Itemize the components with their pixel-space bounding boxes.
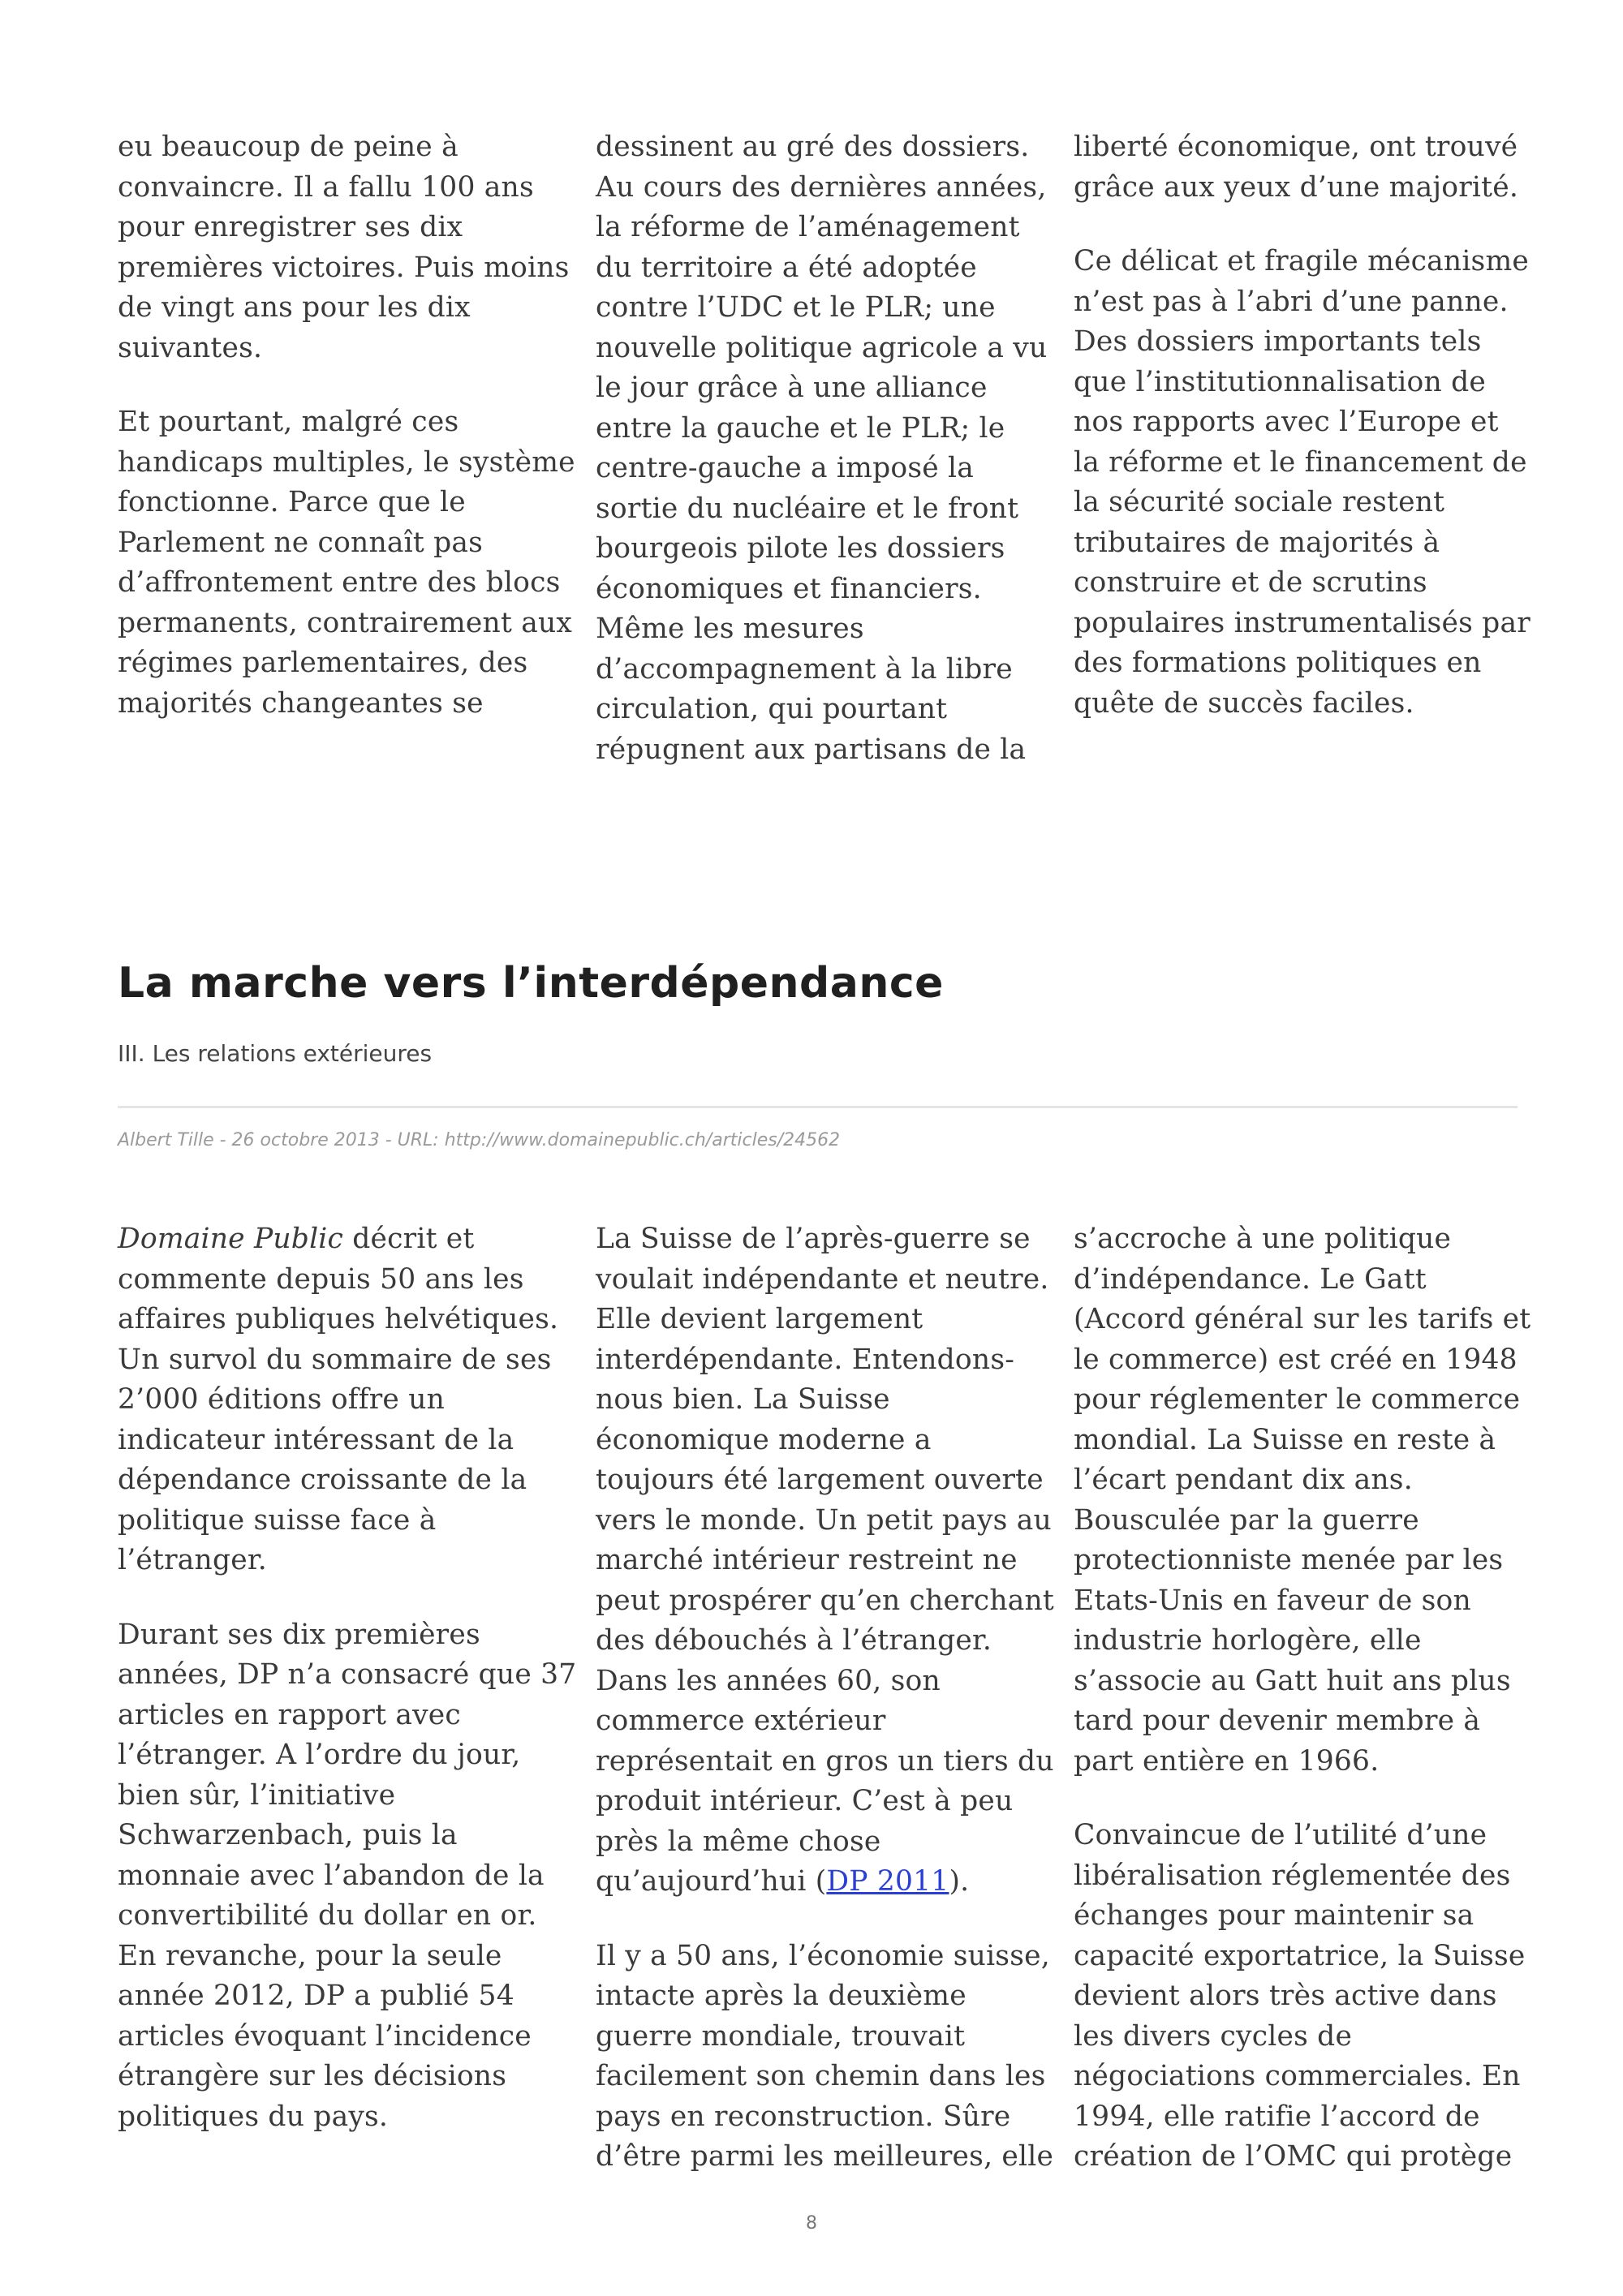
- text-line: dessinent au gré des dossiers.: [596, 131, 1030, 163]
- text-line: l’étranger. A l’ordre du jour,: [118, 1739, 521, 1771]
- text-line: Ce délicat et fragile mécanisme: [1074, 245, 1529, 277]
- text-line: de vingt ans pour les dix: [118, 291, 471, 324]
- text-line: des débouchés à l’étranger.: [596, 1624, 992, 1657]
- text-line: d’affrontement entre des blocs: [118, 566, 561, 599]
- text-line: Elle devient largement: [596, 1303, 923, 1335]
- text-line: l’étranger.: [118, 1544, 267, 1576]
- prev-article-column-3: [1074, 127, 1530, 724]
- text-line: vers le monde. Un petit pays au: [596, 1503, 1052, 1537]
- text-line: Etats-Unis en faveur de son: [1074, 1584, 1471, 1617]
- text-line: Il y a 50 ans, l’économie suisse,: [596, 1939, 1050, 1972]
- text-line: liberté économique, ont trouvé: [1074, 131, 1518, 163]
- text-line: convertibilité du dollar en or.: [118, 1899, 537, 1932]
- prev-col3-paragraph-2: [1074, 242, 1530, 724]
- text-line: tributaires de majorités à: [1074, 526, 1440, 559]
- text-line: Un survol du sommaire de ses: [118, 1343, 552, 1376]
- text-line: Même les mesures: [596, 613, 864, 645]
- col2-p1-last-line: [596, 1862, 1042, 1903]
- text-line: mondial. La Suisse en reste à: [1074, 1423, 1496, 1456]
- text-line: Parlement ne connaît pas: [118, 526, 484, 559]
- prev-col2-paragraph-1: [596, 127, 1048, 770]
- text-line: des formations politiques en: [1074, 647, 1482, 679]
- article-title: La marche vers l’interdépendance: [118, 959, 944, 1008]
- page-number: 8: [806, 2213, 817, 2234]
- text-line: le jour grâce à une alliance: [596, 372, 988, 404]
- text-line: majorités changeantes se: [118, 686, 484, 720]
- text-line: libéralisation réglementée des: [1074, 1859, 1511, 1892]
- text-line: la réforme de l’aménagement: [596, 211, 1020, 243]
- text-line: échanges pour maintenir sa: [1074, 1899, 1474, 1932]
- col2-p1-lines: [596, 1219, 1054, 1862]
- text-line: articles en rapport avec: [118, 1698, 461, 1731]
- text-line: convaincre. Il a fallu 100 ans: [118, 170, 534, 204]
- text-line: contre l’UDC et le PLR; une: [596, 291, 996, 324]
- text-line: produit intérieur. C’est à peu: [596, 1785, 1014, 1817]
- text-line: nous bien. La Suisse: [596, 1383, 890, 1416]
- text-line: fonctionne. Parce que le: [118, 486, 466, 518]
- text-line: interdépendante. Entendons-: [596, 1343, 1015, 1376]
- text-line: économique moderne a: [596, 1423, 932, 1456]
- text-line: La Suisse de l’après-guerre se: [596, 1223, 1031, 1255]
- text-line: 1994, elle ratifie l’accord de: [1074, 2100, 1480, 2133]
- col1-p1-rest: [118, 1260, 564, 1581]
- text-line: marché intérieur restreint ne: [596, 1544, 1018, 1576]
- text-line: eu beaucoup de peine à: [118, 131, 458, 163]
- header-divider: [118, 1106, 1518, 1108]
- text-line: indicateur intéressant de la: [118, 1423, 514, 1456]
- text-line: (Accord général sur les tarifs et: [1074, 1303, 1531, 1335]
- text-line: Durant ses dix premières: [118, 1618, 480, 1651]
- text-line: suivantes.: [118, 331, 263, 364]
- text-line: tard pour devenir membre à: [1074, 1705, 1481, 1737]
- text-line: Au cours des dernières années,: [596, 170, 1047, 204]
- text-line: n’est pas à l’abri d’une panne.: [1074, 285, 1509, 318]
- col2-paragraph-2: [596, 1937, 1054, 2178]
- text-line: nouvelle politique agricole a vu: [596, 331, 1048, 364]
- text-line: handicaps multiples, le système: [118, 445, 575, 479]
- text-line: pays en reconstruction. Sûre: [596, 2100, 1011, 2133]
- first-line-rest: décrit et: [343, 1223, 475, 1255]
- col1-first-line: [118, 1219, 564, 1260]
- text-line: bourgeois pilote les dossiers: [596, 532, 1005, 565]
- text-line: s’accroche à une politique: [1074, 1223, 1452, 1255]
- col1-paragraph-2: [118, 1615, 577, 2138]
- text-line: pour enregistrer ses dix: [118, 211, 463, 243]
- prev-article-column-1: [118, 127, 575, 724]
- text-line: affaires publiques helvétiques.: [118, 1303, 559, 1335]
- prev-col1-paragraph-2: [118, 402, 575, 724]
- text-line: monnaie avec l’abandon de la: [118, 1859, 545, 1892]
- text-line: devient alors très active dans: [1074, 1980, 1497, 2012]
- text-line: nos rapports avec l’Europe et: [1074, 406, 1499, 438]
- text-line: intacte après la deuxième: [596, 1980, 966, 2012]
- text-line: régimes parlementaires, des: [118, 647, 528, 679]
- text-line: guerre mondiale, trouvait: [596, 2019, 966, 2053]
- text-line: toujours été largement ouverte: [596, 1464, 1044, 1496]
- text-line: entre la gauche et le PLR; le: [596, 411, 1005, 445]
- text-line: politiques du pays.: [118, 2100, 389, 2133]
- text-line: du territoire a été adoptée: [596, 251, 977, 284]
- text-line: quête de succès faciles.: [1074, 686, 1414, 720]
- text-line: l’écart pendant dix ans.: [1074, 1464, 1413, 1496]
- article-byline: Albert Tille - 26 octobre 2013 - URL: http://www.domainepublic.ch/articles/24562: [118, 1130, 841, 1150]
- text-line: négociations commerciales. En: [1074, 2060, 1521, 2092]
- text-line: voulait indépendante et neutre.: [596, 1262, 1049, 1296]
- text-line: protectionniste menée par les: [1074, 1544, 1504, 1576]
- text-line: les divers cycles de: [1074, 2019, 1353, 2053]
- text-line: part entière en 1966.: [1074, 1744, 1380, 1778]
- text-line: politique suisse face à: [118, 1503, 437, 1537]
- text-line: Bousculée par la guerre: [1074, 1503, 1419, 1537]
- text-line: industrie horlogère, elle: [1074, 1624, 1422, 1657]
- text-line: Des dossiers importants tels: [1074, 325, 1482, 358]
- text-line: années, DP n’a consacré que 37: [118, 1658, 577, 1691]
- text-line: En revanche, pour la seule: [118, 1939, 502, 1972]
- article-column-1: [118, 1219, 577, 2137]
- text-line: répugnent aux partisans de la: [596, 733, 1027, 766]
- text-line: Convaincue de l’utilité d’une: [1074, 1819, 1487, 1851]
- text-line: articles évoquant l’incidence: [118, 2019, 532, 2053]
- text-line: sortie du nucléaire et le front: [596, 492, 1019, 525]
- text-line: commerce extérieur: [596, 1705, 886, 1737]
- text-line: dépendance croissante de la: [118, 1464, 527, 1496]
- article-column-2: [596, 1219, 1054, 2178]
- text-line: le commerce) est créé en 1948: [1074, 1343, 1518, 1376]
- text-line: Dans les années 60, son: [596, 1664, 941, 1697]
- text-line: grâce aux yeux d’une majorité.: [1074, 170, 1519, 204]
- dp-2011-link[interactable]: DP 2011: [826, 1865, 949, 1898]
- text-line: bien sûr, l’initiative: [118, 1778, 396, 1812]
- text-line: 2’000 éditions offre un: [118, 1383, 446, 1416]
- prev-col3-paragraph-1: [1074, 127, 1520, 208]
- text-line: peut prospérer qu’en cherchant: [596, 1584, 1054, 1617]
- text-line: pour réglementer le commerce: [1074, 1383, 1521, 1416]
- col2-p1-last-pre: qu’aujourd’hui (: [596, 1865, 827, 1898]
- text-line: Et pourtant, malgré ces: [118, 406, 459, 438]
- prev-col1-paragraph-1: [118, 127, 570, 368]
- article-column-3: [1074, 1219, 1531, 2178]
- text-line: la réforme et le financement de: [1074, 445, 1527, 479]
- text-line: représentait en gros un tiers du: [596, 1744, 1054, 1778]
- text-line: commente depuis 50 ans les: [118, 1262, 524, 1296]
- text-line: centre-gauche a imposé la: [596, 452, 975, 484]
- text-line: permanents, contrairement aux: [118, 606, 573, 639]
- text-line: que l’institutionnalisation de: [1074, 365, 1487, 398]
- text-line: d’accompagnement à la libre: [596, 652, 1013, 686]
- text-line: d’être parmi les meilleures, elle: [596, 2140, 1054, 2173]
- text-line: Schwarzenbach, puis la: [118, 1819, 458, 1851]
- text-line: année 2012, DP a publié 54: [118, 1980, 514, 2012]
- text-line: la sécurité sociale restent: [1074, 486, 1445, 518]
- text-line: capacité exportatrice, la Suisse: [1074, 1939, 1526, 1972]
- text-line: populaires instrumentalisés par: [1074, 606, 1530, 639]
- publication-name: Domaine Public: [118, 1223, 344, 1255]
- text-line: économiques et financiers.: [596, 572, 982, 605]
- text-line: construire et de scrutins: [1074, 566, 1427, 599]
- text-line: près la même chose: [596, 1825, 881, 1858]
- prev-article-column-2: [596, 127, 1048, 770]
- text-line: premières victoires. Puis moins: [118, 251, 570, 284]
- col2-p1-last-post: ).: [949, 1865, 970, 1898]
- text-line: étrangère sur les décisions: [118, 2060, 507, 2092]
- col3-paragraph-1: [1074, 1219, 1531, 1782]
- article-subtitle: III. Les relations extérieures: [118, 1040, 433, 1067]
- text-line: création de l’OMC qui protège: [1074, 2140, 1513, 2173]
- col3-paragraph-2: [1074, 1816, 1526, 2178]
- text-line: facilement son chemin dans les: [596, 2060, 1046, 2092]
- text-line: circulation, qui pourtant: [596, 693, 948, 725]
- text-line: s’associe au Gatt huit ans plus: [1074, 1664, 1511, 1697]
- col2-paragraph-1: [596, 1219, 1054, 1903]
- text-line: d’indépendance. Le Gatt: [1074, 1262, 1427, 1296]
- col1-paragraph-1: [118, 1219, 564, 1581]
